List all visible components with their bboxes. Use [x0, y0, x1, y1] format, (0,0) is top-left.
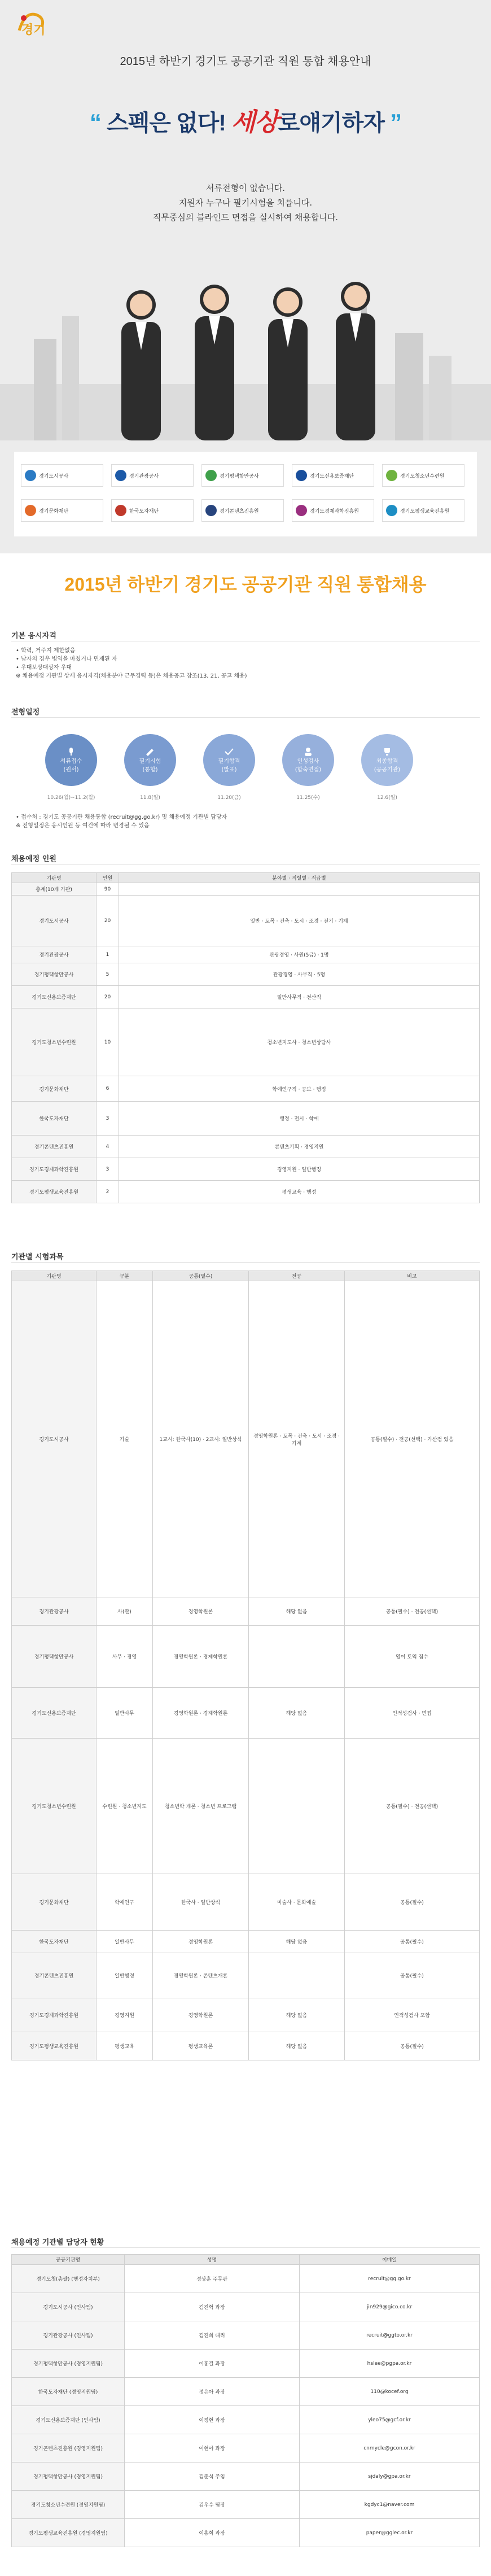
intro-line: 서류전형이 없습니다.	[206, 183, 285, 193]
org-mark-icon	[115, 505, 126, 516]
intro-text	[0, 181, 491, 225]
email-link[interactable]: recruit@gg.go.kr	[300, 2265, 480, 2293]
recruit-table	[11, 872, 480, 1203]
org-logo-grid	[14, 452, 477, 536]
slogan	[0, 102, 491, 138]
main-headline: 2015년 하반기 경기도 공공기관 직원 통합채용	[64, 574, 427, 595]
email-link[interactable]: 110@kocef.org	[300, 2378, 480, 2406]
header-cell: 전공	[249, 1271, 345, 1281]
schedule-step: 최종합격 (공공기관)	[361, 734, 413, 786]
org-mark-icon	[296, 470, 307, 481]
section-title-recruit: 채용예정 인원	[11, 855, 56, 863]
person-icon	[303, 747, 314, 756]
table-row: 경기도평생교육진흥원 평생교육 평생교육론 해당 없음 공통(필수)	[12, 2032, 480, 2060]
table-row: 경기도경제과학진흥원 경영지원 경영학원론 해당 없음 인적성검사 포함	[12, 1998, 480, 2032]
table-row: 경기도신용보증재단 일반사무 경영학원론 · 경제학원론 해당 없음 인적성검사 · 면접	[12, 1688, 480, 1739]
table-row: 경기도신용보증재단 (인사팀) 이정현 과장 yleo75@gcf.or.kr	[12, 2406, 480, 2434]
email-link[interactable]: kgdyc1@naver.com	[300, 2491, 480, 2519]
org-logo: 한국도자재단	[111, 499, 194, 522]
header-cell: 성명	[125, 2255, 300, 2265]
org-mark-icon	[115, 470, 126, 481]
intro-line: 지원자 누구나 필기시험을 치릅니다.	[178, 198, 313, 208]
table-row: 경기관광공사 (인사팀) 김진희 대리 recruit@ggto.or.kr	[12, 2321, 480, 2350]
table-row: 한국도자재단 3 행정 · 전시 · 학예	[12, 1102, 480, 1136]
contact-table	[11, 2254, 480, 2547]
section-title-contact: 채용예정 기관별 담당자 현황	[11, 2238, 104, 2247]
header-cell: 공공기관명	[12, 2255, 125, 2265]
table-row: 경기평택항만공사 (경영지원팀) 김준석 주임 sjdaly@gpa.or.kr	[12, 2463, 480, 2491]
slogan-right: 로얘기하자	[278, 111, 384, 136]
header-cell: 비고	[345, 1271, 480, 1281]
email-link[interactable]: hslee@pgpa.or.kr	[300, 2350, 480, 2378]
table-row: 경기평택항만공사 사무 · 경영 경영학원론 · 경제학원론 영어 토익 점수	[12, 1626, 480, 1688]
table-row: 경기문화재단 학예연구 한국사 · 일반상식 미술사 · 문화예술 공통(필수)	[12, 1874, 480, 1931]
section-title-basic: 기본 응시자격	[11, 632, 56, 640]
basic-qualification-list	[16, 647, 479, 680]
schedule-date: 11.8(일)	[140, 795, 160, 801]
org-logo: 경기콘텐츠진흥원	[201, 499, 284, 522]
table-row: 경기도시공사 기술 1교시: 한국사(10) · 2교시: 일반상식 경영학원론 · 토목 · 건축 · 도시 · 조경 · 기계 공통(필수) · 전공(선택) · 가산점 있음	[12, 1281, 480, 1597]
table-row: 경기관광공사 사(관) 경영학원론 해당 없음 공통(필수) · 전공(선택)	[12, 1597, 480, 1626]
trophy-icon	[382, 747, 393, 756]
org-mark-icon	[25, 470, 36, 481]
table-header-row	[12, 2255, 480, 2265]
table-row: 한국도자재단 (경영지원팀) 정은아 과장 110@kocef.org	[12, 2378, 480, 2406]
table-row: 경기관광공사 1 관광경영 · 사원(5급) · 1명	[12, 946, 480, 963]
slogan-highlight: 세상	[231, 108, 278, 137]
org-logo: 경기평택항만공사	[201, 464, 284, 487]
section-title-schedule: 전형일정	[11, 708, 40, 717]
table-row: 경기도평생교육진흥원 2 평생교육 · 행정	[12, 1181, 480, 1203]
table-row: 경기도청(총괄) (행정자치부) 정상훈 주무관 recruit@gg.go.kr	[12, 2265, 480, 2293]
email-link[interactable]: sjdaly@gpa.or.kr	[300, 2463, 480, 2491]
list-item: • 학력, 거주지 제한없음	[16, 648, 76, 654]
schedule-date: 10.26(월)~11.2(월)	[47, 795, 95, 801]
divider	[11, 717, 480, 718]
header-cell: 분야별 · 직렬별 · 직급별	[119, 873, 480, 883]
org-logo: 경기도신용보증재단	[292, 464, 374, 487]
schedule-date: 11.20(금)	[217, 795, 241, 801]
pencil-icon	[144, 747, 156, 756]
note-line: ※ 전형일정은 응시인원 등 여건에 따라 변경될 수 있음	[16, 823, 150, 829]
table-row: 한국도자재단 일반사무 경영학원론 해당 없음 공통(필수)	[12, 1931, 480, 1953]
org-mark-icon	[205, 505, 217, 516]
org-logo: 경기도시공사	[21, 464, 103, 487]
page-title: 2015년 하반기 경기도 공공기관 직원 통합 채용안내	[120, 55, 371, 68]
table-row: 경기문화재단 6 학예연구직 · 공보 · 행정	[12, 1076, 480, 1102]
email-link[interactable]: yleo75@gcf.or.kr	[300, 2406, 480, 2434]
table-row: 경기평택항만공사 5 관광경영 · 사무직 · 5명	[12, 963, 480, 986]
business-people-illustration	[0, 271, 491, 440]
schedule-notes	[16, 813, 479, 830]
header-cell: 기관명	[12, 1271, 97, 1281]
table-row: 경기도청소년수련원 수련원 · 청소년지도 청소년학 개론 · 청소년 프로그램 공통(필수) · 전공(선택)	[12, 1739, 480, 1874]
schedule-step: 필기합격 (발표)	[203, 734, 255, 786]
schedule-date: 12.6(일)	[377, 795, 397, 801]
check-icon	[223, 747, 235, 756]
org-logo: 경기관광공사	[111, 464, 194, 487]
schedule-date: 11.25(수)	[296, 795, 320, 801]
schedule-step: 필기시험 (통합)	[124, 734, 176, 786]
list-item: • 남자의 경우 병역을 마쳤거나 면제된 자	[16, 656, 117, 662]
header-cell: 구분	[97, 1271, 153, 1281]
header-cell: 기관명	[12, 873, 97, 883]
table-row: 경기도평생교육진흥원 (경영지원팀) 이홍희 과장 paper@gglec.or.kr	[12, 2519, 480, 2547]
email-link[interactable]: recruit@ggto.or.kr	[300, 2321, 480, 2350]
quote-close-icon: ”	[390, 109, 402, 136]
table-row: 경기평택항만공사 (경영지원팀) 이홍걸 과장 hslee@pgpa.or.kr	[12, 2350, 480, 2378]
email-link[interactable]: paper@gglec.or.kr	[300, 2519, 480, 2547]
org-logo: 경기도평생교육진흥원	[382, 499, 464, 522]
list-item: • 우대보상대상자 우대	[16, 665, 72, 671]
mic-icon	[65, 747, 77, 756]
table-row: 경기콘텐츠진흥원 4 콘텐츠기획 · 경영지원	[12, 1136, 480, 1158]
divider	[11, 2247, 480, 2248]
header-cell: 이메일	[300, 2255, 480, 2265]
table-header-row	[12, 873, 480, 883]
table-row: 경기도청소년수련원 10 청소년지도사 · 청소년상담사	[12, 1008, 480, 1076]
table-row: 경기콘텐츠진흥원 (경영지원팀) 이현아 과장 cnmycle@gcon.or.kr	[12, 2434, 480, 2463]
email-link[interactable]: jin929@gico.co.kr	[300, 2293, 480, 2321]
header-cell: 공통(필수)	[153, 1271, 249, 1281]
note-line: • 접수처 : 경기도 공공기관 채용통합 (recruit@gg.go.kr) 및 채용예정 기관별 담당자	[16, 814, 227, 820]
table-row: 경기도청소년수련원 (경영지원팀) 김우수 팀장 kgdyc1@naver.com	[12, 2491, 480, 2519]
org-logo: 경기문화재단	[21, 499, 103, 522]
table-row: 경기도신용보증재단 20 일반사무직 · 전산직	[12, 986, 480, 1008]
table-row: 경기도시공사 20 일반 · 토목 · 건축 · 도시 · 조경 · 전기 · 기계	[12, 896, 480, 946]
slogan-left: 스펙은 없다!	[107, 111, 226, 136]
org-mark-icon	[25, 505, 36, 516]
logo-text: 경기	[21, 23, 46, 37]
table-row: 경기콘텐츠진흥원 일반행정 경영학원론 · 콘텐츠개론 공통(필수)	[12, 1953, 480, 1998]
org-logo: 경기도청소년수련원	[382, 464, 464, 487]
intro-line: 직무중심의 블라인드 면접을 실시하여 채용합니다.	[152, 212, 339, 222]
org-mark-icon	[386, 505, 397, 516]
hero-banner	[0, 0, 491, 553]
table-header-row	[12, 1271, 480, 1281]
schedule-step: 인성검사 (합숙면접)	[282, 734, 334, 786]
org-logo: 경기도경제과학진흥원	[292, 499, 374, 522]
org-mark-icon	[386, 470, 397, 481]
org-mark-icon	[205, 470, 217, 481]
table-row: 경기도경제과학진흥원 3 경영지원 · 일반행정	[12, 1158, 480, 1181]
divider	[11, 864, 480, 865]
section-title-qualify: 기관별 시험과목	[11, 1253, 64, 1261]
header-cell: 인원	[97, 873, 119, 883]
list-item: ※ 채용예정 기관별 상세 응시자격(채용분야 근무경력 등)은 채용공고 참조(13, 21, 공고 채용)	[16, 673, 247, 679]
quote-open-icon: “	[89, 109, 101, 136]
divider	[11, 1262, 480, 1263]
table-row: 총계(10개 기관) 90	[12, 883, 480, 896]
schedule-step: 서류접수 (원서)	[45, 734, 97, 786]
org-mark-icon	[296, 505, 307, 516]
exam-subject-table	[11, 1270, 480, 2060]
email-link[interactable]: cnmycle@gcon.or.kr	[300, 2434, 480, 2463]
table-row: 경기도시공사 (인사팀) 김진혁 과장 jin929@gico.co.kr	[12, 2293, 480, 2321]
